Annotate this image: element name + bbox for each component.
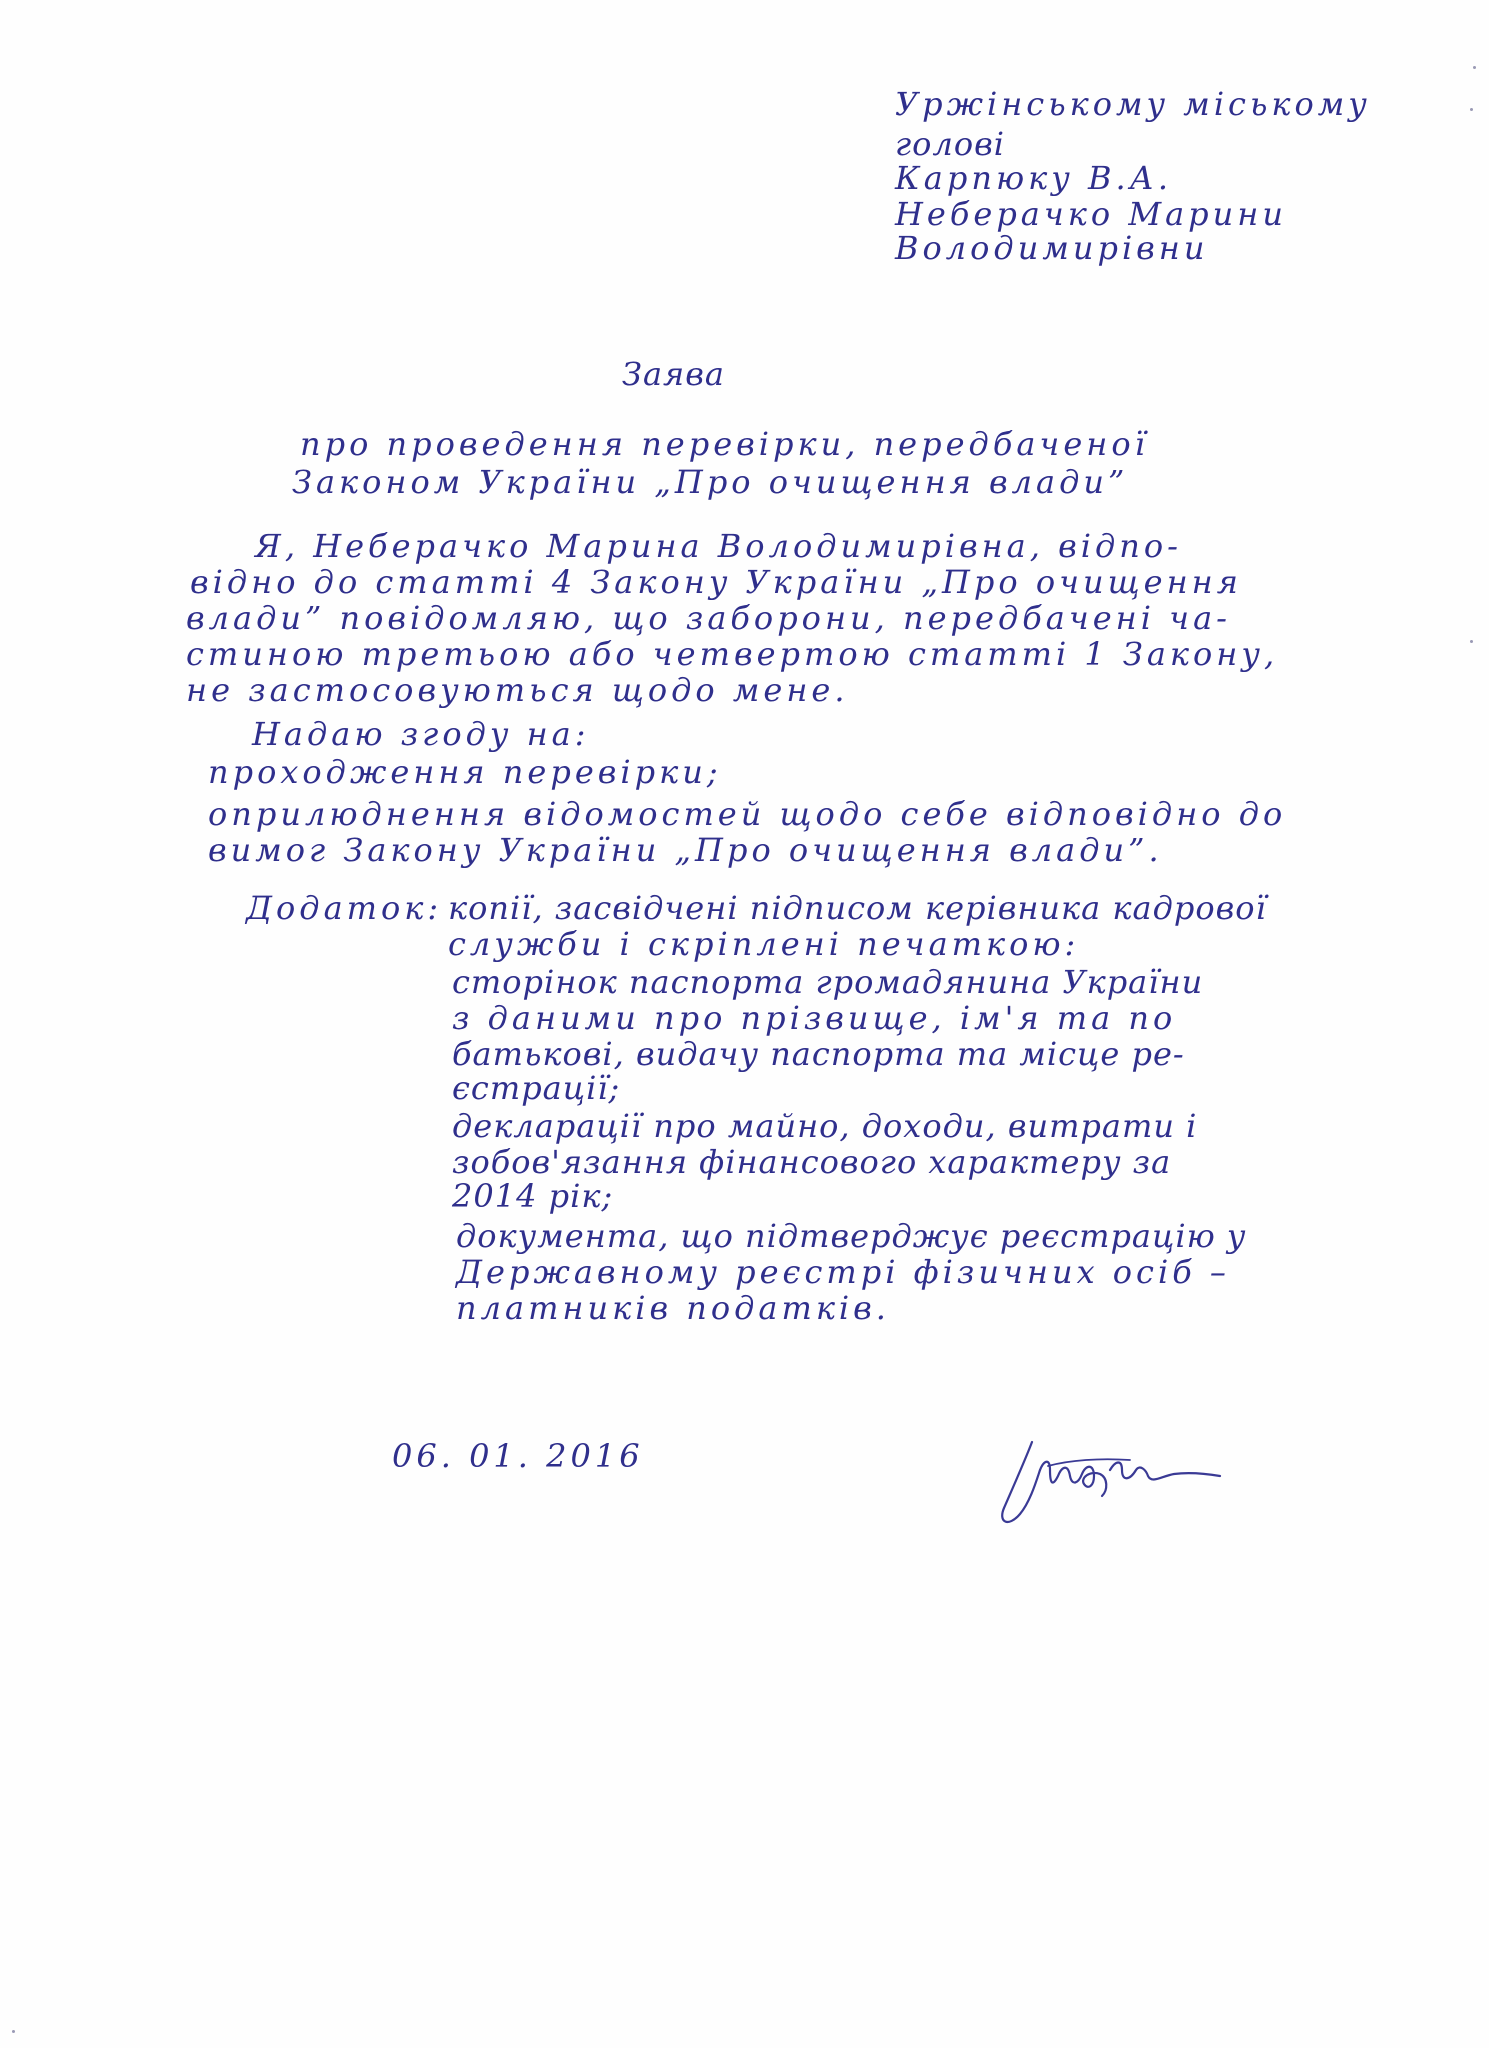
scan-speck (12, 2030, 15, 2033)
attachment-line-6: єстрації; (452, 1069, 621, 1107)
attachment-line-7: декларації про майно, доходи, витрати і (452, 1107, 1198, 1145)
body-line-1: Я, Неберачко Марина Володимирівна, відпо- (255, 527, 1182, 565)
body-line-4: стиною третьою або четвертою статті 1 Закону, (186, 635, 1279, 673)
consent-item-2-line-1: оприлюднення відомостей щодо себе відповідно до (208, 795, 1287, 833)
attachment-line-1: копії, засвідчені підписом керівника кадрової (448, 889, 1267, 927)
addressee-line-2: голові (895, 125, 1005, 163)
scan-speck (1470, 108, 1473, 111)
addressee-line-4: Неберачко Марини (895, 195, 1287, 233)
document-title: Заява (622, 355, 725, 393)
body-line-3: влади” повідомляю, що заборони, передбачені ча- (186, 599, 1231, 637)
attachments-label: Додаток: (246, 889, 443, 927)
attachment-line-10: документа, що підтверджує реєстрацію у (456, 1217, 1247, 1255)
body-line-2: відно до статті 4 Закону України „Про очищення (190, 563, 1242, 601)
addressee-line-5: Володимирівни (895, 229, 1209, 267)
attachment-line-2: служби і скріплені печаткою: (448, 925, 1080, 963)
consent-item-2-line-2: вимог Закону України „Про очищення влади”. (208, 831, 1163, 869)
consent-heading: Надаю згоду на: (252, 715, 590, 753)
handwritten-signature (990, 1430, 1230, 1540)
attachment-line-5: батькові, видачу паспорта та місце ре- (452, 1035, 1185, 1073)
date: 06. 01. 2016 (392, 1437, 644, 1475)
attachment-line-8: зобов'язання фінансового характеру за (452, 1143, 1172, 1181)
body-line-5: не застосовуються щодо мене. (186, 671, 849, 709)
subject-line-1: про проведення перевірки, передбаченої (300, 425, 1149, 463)
consent-item-1: проходження перевірки; (208, 753, 722, 791)
attachment-line-4: з даними про прізвище, ім'я та по (452, 999, 1177, 1037)
attachment-line-12: платників податків. (456, 1289, 890, 1327)
attachment-line-3: сторінок паспорта громадянина України (452, 963, 1204, 1001)
scan-speck (1473, 66, 1476, 69)
attachment-line-11: Державному реєстрі фізичних осіб – (456, 1253, 1230, 1291)
attachment-line-9: 2014 рік; (452, 1177, 614, 1215)
subject-line-2: Законом України „Про очищення влади” (292, 463, 1129, 501)
scan-speck (1470, 640, 1473, 643)
addressee-line-1: Уржінському міському (895, 85, 1371, 123)
addressee-line-3: Карпюку В.А. (895, 159, 1173, 197)
